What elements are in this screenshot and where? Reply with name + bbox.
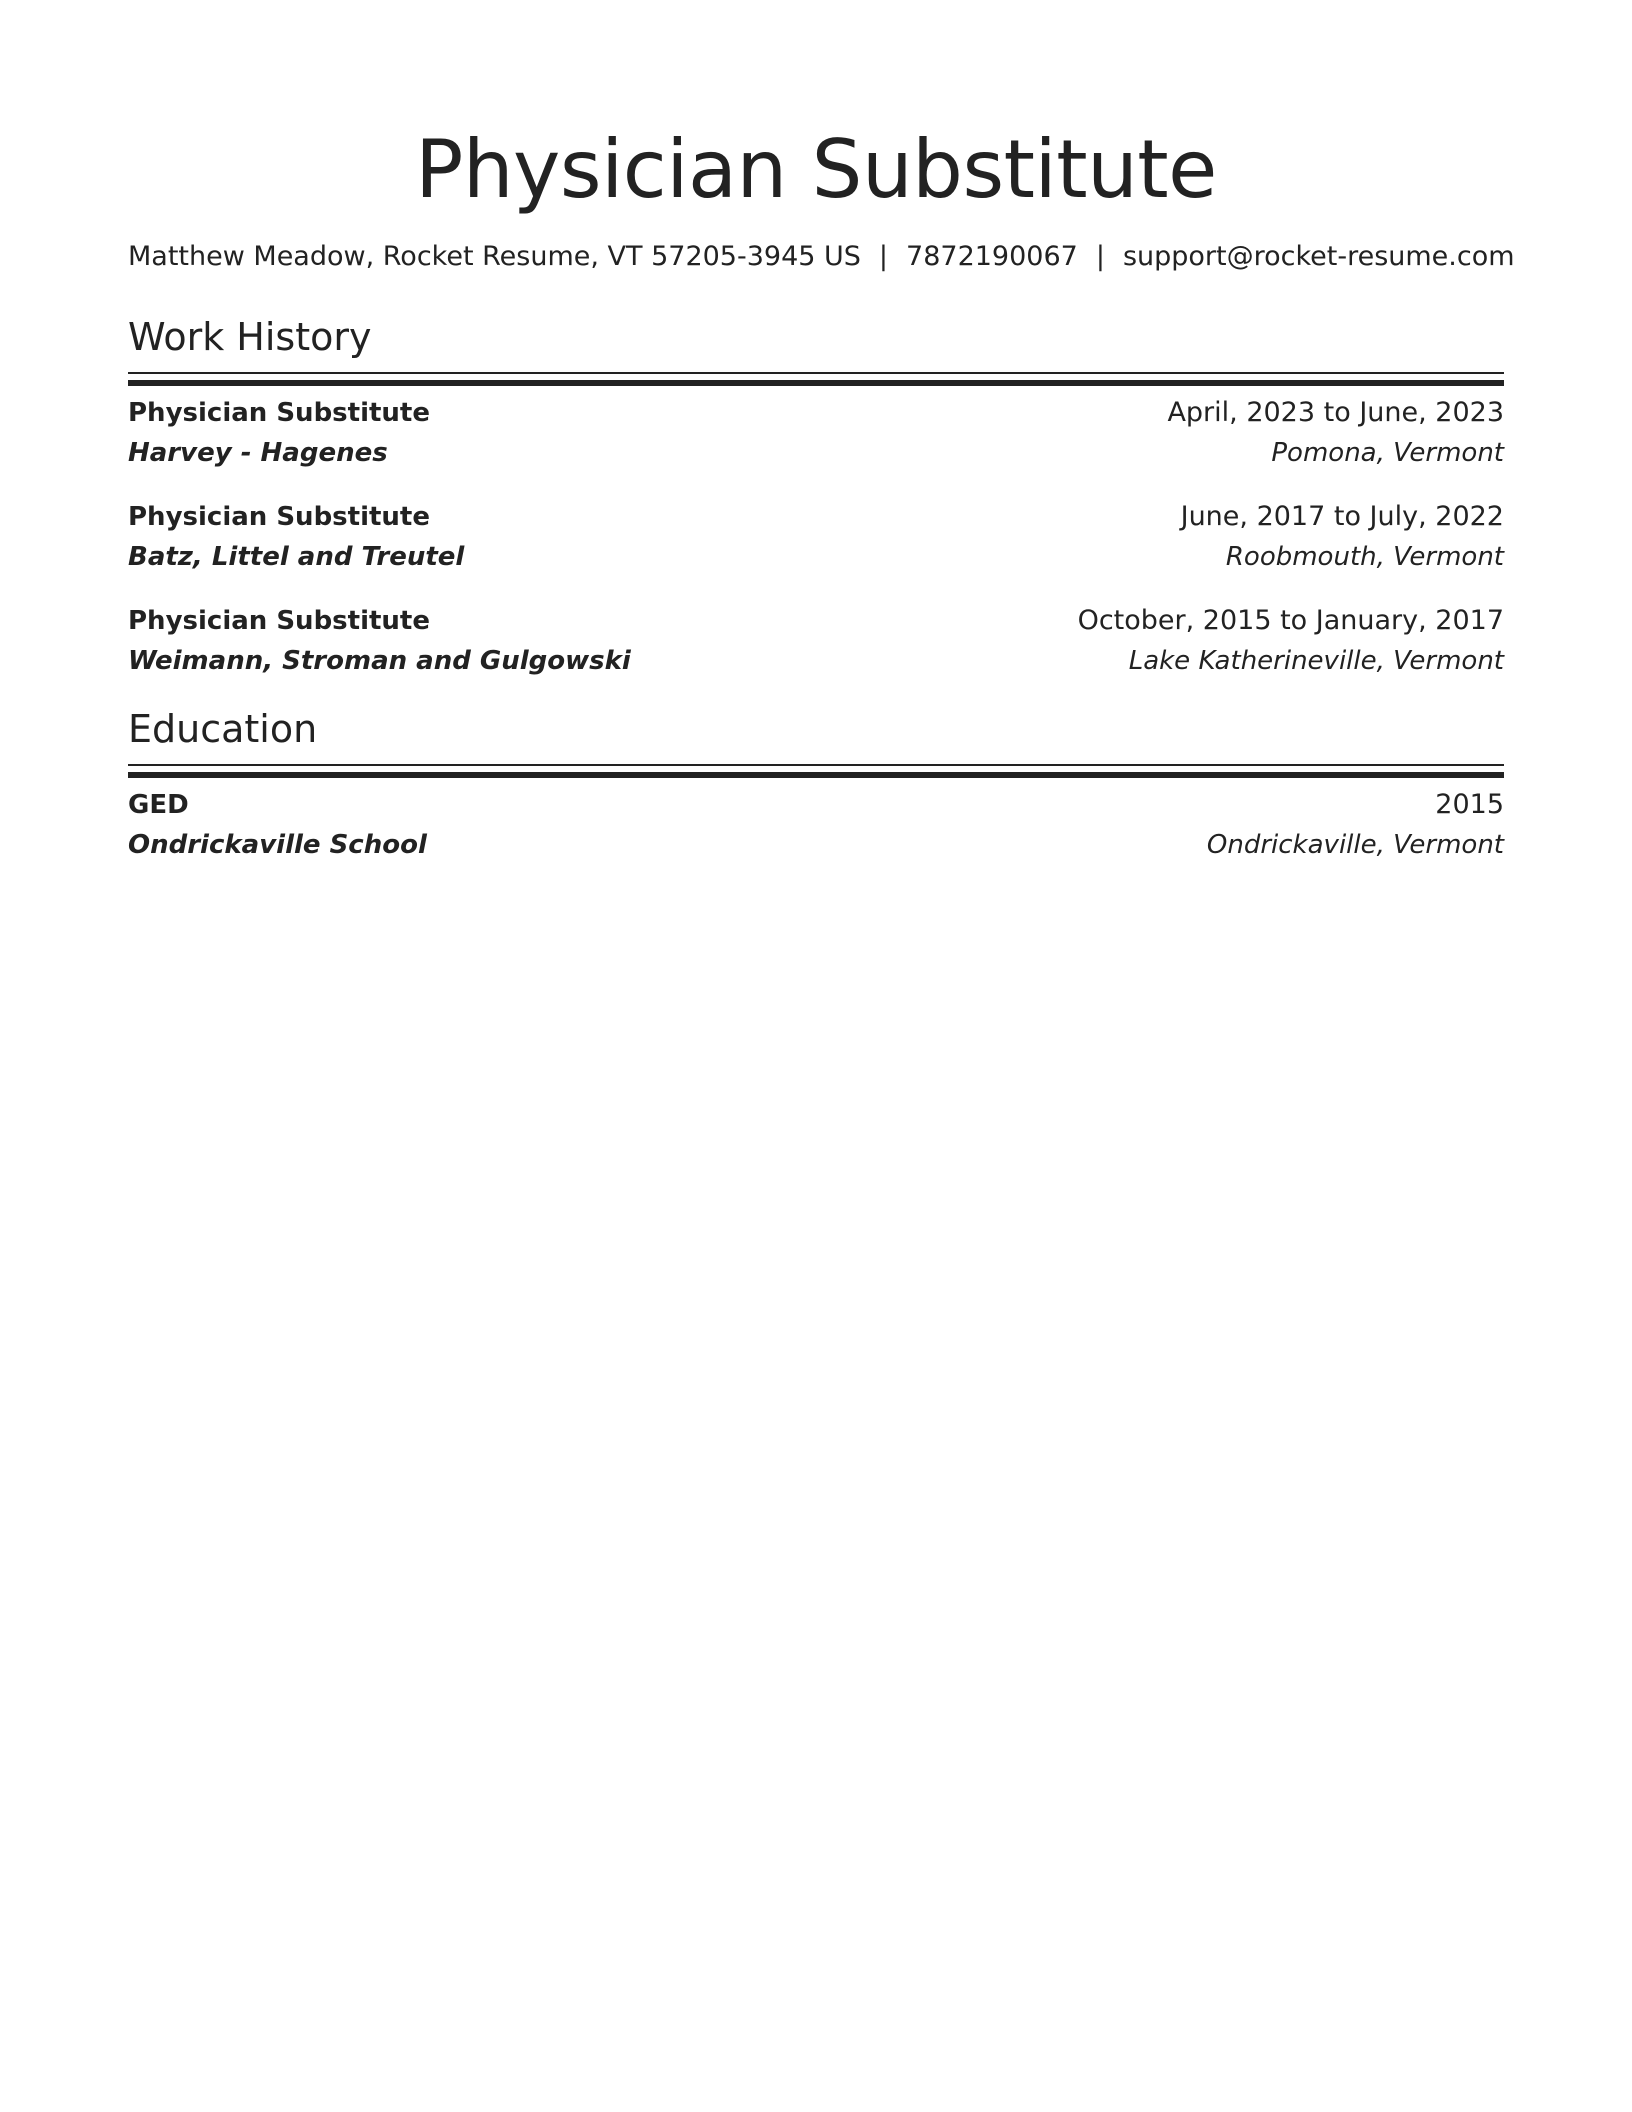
company-name: Harvey - Hagenes bbox=[128, 438, 388, 468]
company-name: Weimann, Stroman and Gulgowski bbox=[128, 646, 631, 676]
work-entry bbox=[128, 604, 1504, 678]
job-title: Physician Substitute bbox=[128, 606, 430, 636]
contact-line bbox=[128, 240, 1515, 274]
degree: GED bbox=[128, 790, 189, 820]
contact-email: support@rocket-resume.com bbox=[1122, 241, 1515, 272]
work-entry-bottom-row bbox=[128, 436, 1504, 470]
work-entry-bottom-row bbox=[128, 644, 1504, 678]
contact-separator: | bbox=[878, 241, 889, 272]
job-dates: October, 2015 to January, 2017 bbox=[1077, 605, 1504, 636]
work-entry-top-row bbox=[128, 396, 1504, 430]
education-list bbox=[128, 774, 1504, 862]
work-entry bbox=[128, 396, 1504, 470]
work-entry-top-row bbox=[128, 500, 1504, 534]
job-location: Roobmouth, Vermont bbox=[1225, 542, 1504, 572]
work-history-list bbox=[128, 382, 1504, 678]
section-heading-education: Education bbox=[128, 707, 318, 751]
work-entry-top-row bbox=[128, 604, 1504, 638]
school-name: Ondrickaville School bbox=[128, 830, 427, 860]
job-title: Physician Substitute bbox=[128, 502, 430, 532]
education-entry bbox=[128, 788, 1504, 862]
job-dates: June, 2017 to July, 2022 bbox=[1180, 501, 1504, 532]
school-location: Ondrickaville, Vermont bbox=[1206, 830, 1504, 860]
education-entry-bottom-row bbox=[128, 828, 1504, 862]
contact-address: Matthew Meadow, Rocket Resume, VT 57205-3945 US bbox=[128, 241, 861, 272]
section-divider bbox=[128, 372, 1504, 382]
job-location: Pomona, Vermont bbox=[1271, 438, 1504, 468]
contact-separator: | bbox=[1095, 241, 1105, 272]
company-name: Batz, Littel and Treutel bbox=[128, 542, 465, 572]
job-location: Lake Katherineville, Vermont bbox=[1128, 646, 1504, 676]
work-entry-bottom-row bbox=[128, 540, 1504, 574]
job-title: Physician Substitute bbox=[128, 398, 430, 428]
education-section bbox=[128, 706, 1504, 862]
work-entry bbox=[128, 500, 1504, 574]
graduation-year: 2015 bbox=[1435, 789, 1504, 820]
education-entry-top-row bbox=[128, 788, 1504, 822]
page-title: Physician Substitute bbox=[415, 123, 1217, 216]
section-heading-work-history: Work History bbox=[128, 315, 372, 359]
contact-phone: 7872190067 bbox=[906, 241, 1078, 272]
work-history-section bbox=[128, 314, 1504, 678]
section-divider bbox=[128, 764, 1504, 774]
job-dates: April, 2023 to June, 2023 bbox=[1167, 397, 1504, 428]
